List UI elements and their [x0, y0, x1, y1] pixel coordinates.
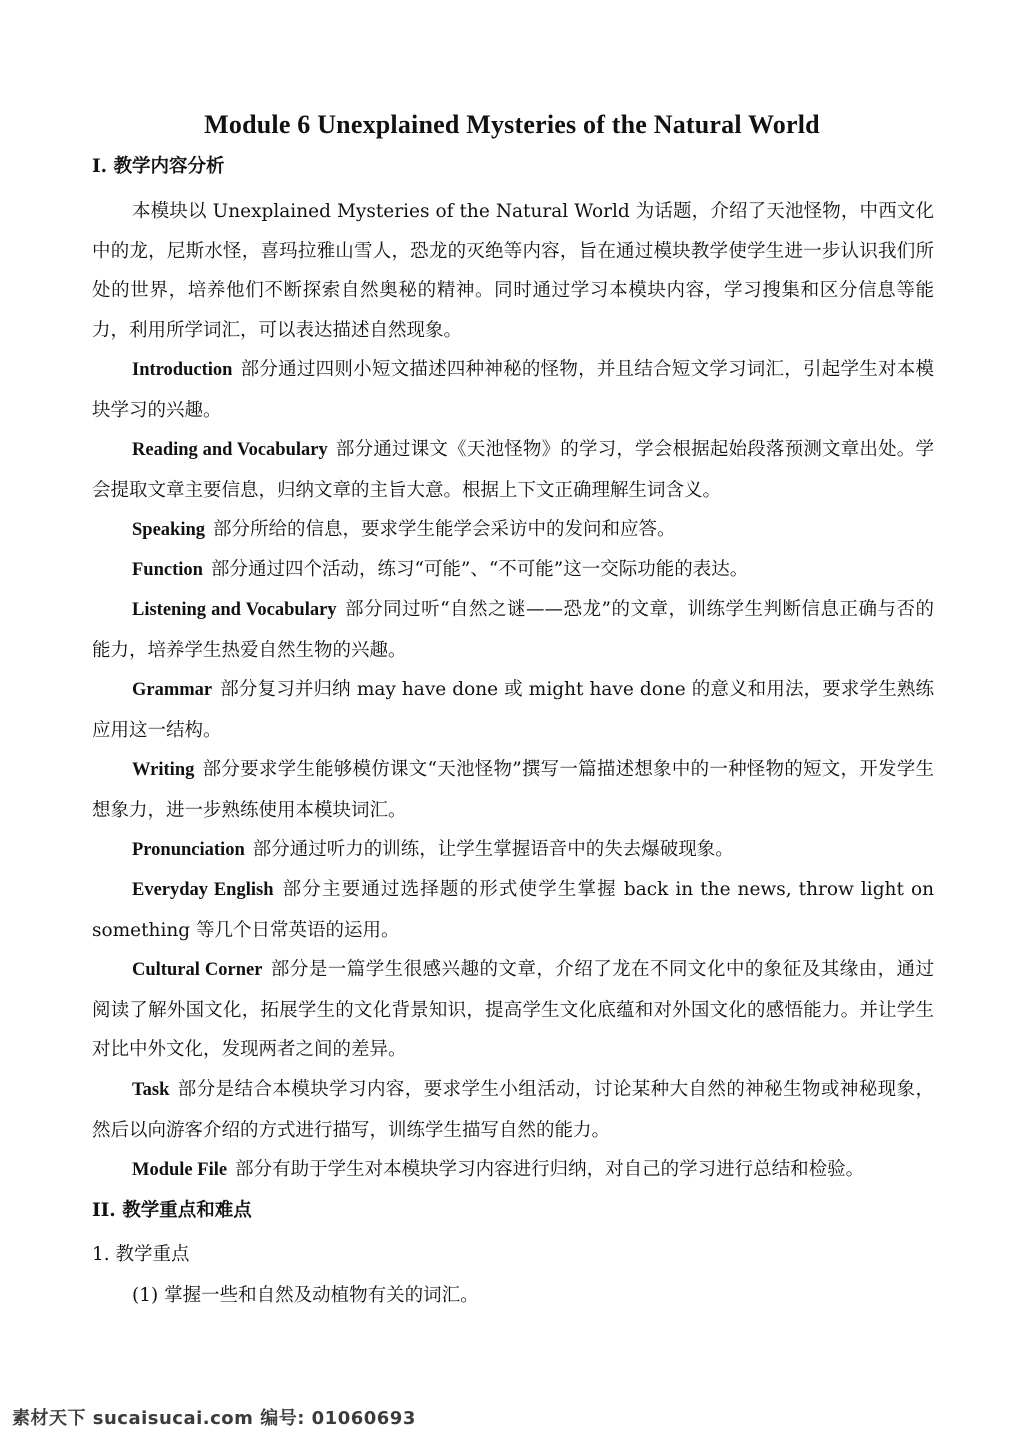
part-name: Everyday English	[132, 880, 274, 900]
part-text: 部分要求学生能够模仿课文“天池怪物”撰写一篇描述想象中的一种怪物的短文，开发学生想象力，进一步熟练使用本模块词汇。	[92, 759, 934, 821]
part-name: Introduction	[132, 360, 233, 380]
part-name: Pronunciation	[132, 840, 245, 860]
part-text: 部分通过课文《天池怪物》的学习，学会根据起始段落预测文章出处。学会提取文章主要信息，归纳文章的主旨大意。根据上下文正确理解生词含义。	[92, 439, 934, 501]
part-name: Grammar	[132, 680, 213, 700]
part-listening-vocabulary	[92, 590, 934, 670]
part-name: Module File	[132, 1160, 228, 1180]
part-text: 部分通过四个活动，练习“可能”、“不可能”这一交际功能的表达。	[210, 559, 749, 580]
part-name: Reading and Vocabulary	[132, 440, 328, 460]
part-text: 部分通过四则小短文描述四种神秘的怪物，并且结合短文学习词汇，引起学生对本模块学习的兴趣。	[92, 359, 934, 421]
part-text: 部分是一篇学生很感兴趣的文章，介绍了龙在不同文化中的象征及其缘由，通过阅读了解外国文化，拓展学生的文化背景知识，提高学生文化底蕴和对外国文化的感悟能力。并让学生对比中外文化，发现两者之间的差异。	[92, 959, 934, 1060]
part-name: Writing	[132, 760, 195, 780]
part-text: 部分所给的信息，要求学生能学会采访中的发问和应答。	[213, 519, 676, 540]
part-text: 部分是结合本模块学习内容，要求学生小组活动，讨论某种大自然的神秘生物或神秘现象，然后以向游客介绍的方式进行描写，训练学生描写自然的能力。	[92, 1079, 934, 1141]
part-speaking	[92, 510, 934, 551]
part-pronunciation	[92, 830, 934, 871]
part-text: 部分同过听“自然之谜——恐龙”的文章，训练学生判断信息正确与否的能力，培养学生热爱自然生物的兴趣。	[92, 599, 934, 661]
part-introduction	[92, 350, 934, 430]
part-cultural-corner	[92, 950, 934, 1070]
subheading-teaching-focus: 1. 教学重点	[92, 1244, 190, 1265]
part-reading-vocabulary	[92, 430, 934, 510]
section-heading-focus: II. 教学重点和难点	[92, 1200, 252, 1221]
part-name: Task	[132, 1080, 170, 1100]
part-text: 部分通过听力的训练，让学生掌握语音中的失去爆破现象。	[252, 839, 734, 860]
part-text: 部分有助于学生对本模块学习内容进行归纳，对自己的学习进行总结和检验。	[235, 1159, 865, 1180]
part-module-file	[92, 1150, 934, 1191]
section-heading-analysis: I. 教学内容分析	[92, 156, 225, 177]
watermark-text: 素材天下 sucaisucai.com 编号: 01060693	[12, 1408, 416, 1429]
part-task	[92, 1070, 934, 1150]
part-name: Speaking	[132, 520, 206, 540]
part-name: Function	[132, 560, 203, 580]
intro-paragraph: 本模块以 Unexplained Mysteries of the Natural World 为话题，介绍了天池怪物，中西文化中的龙，尼斯水怪，喜玛拉雅山雪人，恐龙的灭绝等内容，旨在通过模块教学使学生进一步认识我们所处的世界，培养他们不断探索自然奥秘的精神。同时通过学习本模块内容，学习搜集和区分信息等能力，利用所学词汇，可以表达描述自然现象。	[92, 201, 934, 341]
part-function	[92, 550, 934, 591]
document-title: Module 6 Unexplained Mysteries of the Natural World	[204, 110, 820, 139]
focus-item-1: (1) 掌握一些和自然及动植物有关的词汇。	[132, 1285, 479, 1306]
part-grammar	[92, 670, 934, 750]
part-text: 部分复习并归纳 may have done 或 might have done 的意义和用法，要求学生熟练应用这一结构。	[92, 679, 934, 741]
part-name: Listening and Vocabulary	[132, 600, 337, 620]
part-writing	[92, 750, 934, 830]
part-text: 部分主要通过选择题的形式使学生掌握 back in the news, throw light on something 等几个日常英语的运用。	[92, 879, 934, 941]
part-name: Cultural Corner	[132, 960, 263, 980]
part-everyday-english	[92, 870, 934, 950]
